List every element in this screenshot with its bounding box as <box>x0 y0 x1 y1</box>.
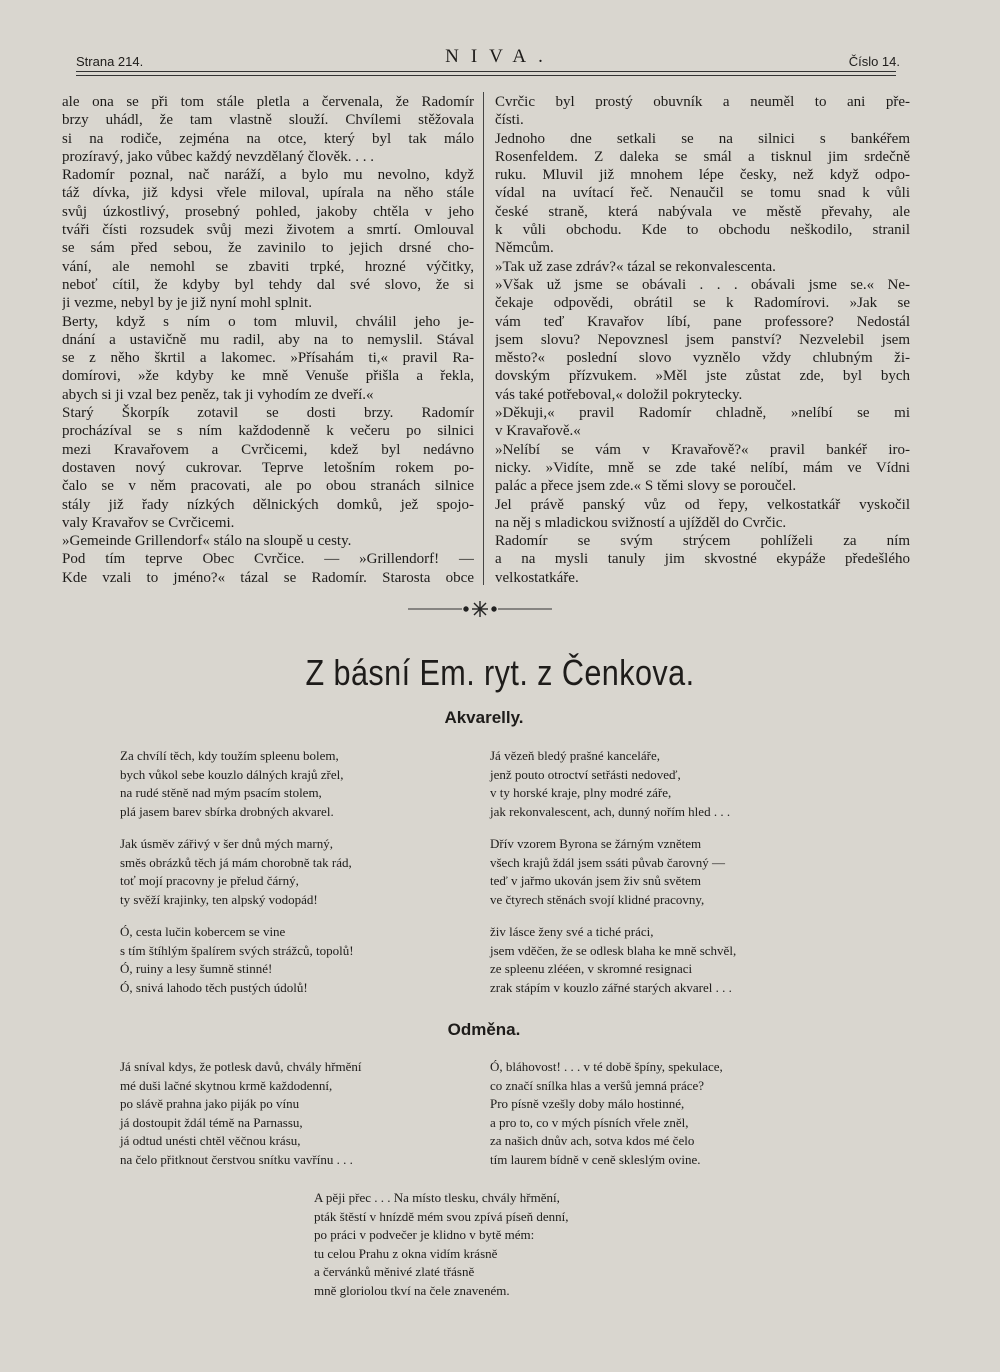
text-line: Jel právě panský vůz od řepy, velkostatkář vyskočil <box>495 496 910 513</box>
text-line: dnání a ustavičně mu radil, aby na to nemyslil. Stával <box>62 331 474 348</box>
text-line: k vůli obchodu. Kde to obchodu neškodilo, stranil <box>495 222 910 239</box>
verse-line: ze spleenu zlééen, v skromné resignaci <box>490 961 693 976</box>
text-line: »Děkuji,« pravil Radomír chladně, »nelíbí se mi <box>495 405 910 422</box>
text-line: neboť cítil, že kdyby byl tehdy dal své slovo, že si <box>62 276 474 293</box>
verse-line: s tím štíhlým špalírem svých strážců, topolů! <box>120 942 354 958</box>
verse-line: mé duši lačné skytnou krmě každodenní, <box>120 1077 333 1093</box>
poem1-left-column <box>120 747 354 1011</box>
poem-title-odmena: Odměna. <box>447 1020 521 1039</box>
text-line: velkostatkáře. <box>495 569 579 586</box>
text-line: vám teď Kravařov líbí, pane professore? Nedostál <box>495 313 910 330</box>
text-line: čekaje odpovědi, obrátil se k Radomírovi. »Jak se <box>495 295 910 312</box>
verse-line: tím laurem bídně v ceně skleslým ovine. <box>490 1151 701 1167</box>
poem-title-akvarelly: Akvarelly. <box>444 708 524 727</box>
text-line: Pod tím teprve Obec Cvrčice. — »Grillendorf! — <box>62 551 474 568</box>
stanza <box>120 923 354 997</box>
text-line: a na mysli tanuly jim skvostné ekypáže předešlého <box>495 551 910 568</box>
verse-line: po práci v podvečer je klidno v bytě mém: <box>314 1227 535 1242</box>
page-number: Strana 214. <box>76 54 144 69</box>
stanza <box>490 835 736 909</box>
text-line: »Však už jsme se obávali . . . obávali jsme se.« Ne- <box>495 276 910 293</box>
verse-line: Dřív vzorem Byrona se žárným vznětem <box>490 836 702 851</box>
text-line: Starý Škorpík zotavil se dosti brzy. Radomír <box>62 405 474 422</box>
text-line: ale ona se při tom stále pletla a červenala, že Radomír <box>62 94 474 110</box>
verse-line: jsem vděčen, že se odlesk blaha ke mně schvěl, <box>490 942 737 958</box>
verse-line: co značí snílka hlas a veršů jemná práce? <box>490 1077 705 1093</box>
text-line: stály již řady nízkých dělnických domků, jež spojo- <box>62 496 474 513</box>
text-line: mezi Kravařovem a Cvrčicemi, kdež byl nedávno <box>62 441 474 458</box>
verse-line: ty svěží krajinky, ten alpský vodopád! <box>120 891 318 907</box>
text-line: Němcům. <box>495 240 554 257</box>
verse-line: na rudé stěně nad mým psacím stolem, <box>120 785 322 800</box>
text-line: vídal na uvítací řeč. Nenaučil se tomu snad k vůli <box>495 185 910 202</box>
verse-line: A pěji přec . . . Na místo tlesku, chvály hřmění, <box>314 1190 560 1205</box>
verse-line: směs obrázků těch já mám chorobně tak rád, <box>120 854 352 870</box>
text-line: se sám před sebou, že zavinilo to jejich drsné cho- <box>62 240 474 257</box>
text-line: abych si ji vzal bez peněz, tak ji vyhodím ze dveří.« <box>62 386 374 403</box>
verse-line: Jak úsměv zářivý v šer dnů mých marný, <box>120 836 334 851</box>
text-line: palác a přece jsem zde.« S těmi slovy se poroučel. <box>495 478 797 495</box>
left-text-column <box>62 93 474 587</box>
verse-line: já dostoupit ždál témě na Parnassu, <box>120 1114 303 1130</box>
verse-line: a červánků měnivé zlaté třásně <box>314 1264 475 1279</box>
verse-line: jak rekonvalescent, ach, dunný nořím hled . . . <box>490 803 731 819</box>
text-line: brzy uhádl, že tam vlastně slouží. Chvílemi stěžovala <box>62 112 474 129</box>
poem2-left-column <box>120 1058 362 1169</box>
text-line: nicky. »Vidíte, mně se zde také nelíbí, mám ve Vídni <box>495 459 910 476</box>
header-rule <box>76 71 896 72</box>
stanza <box>120 747 354 821</box>
text-line: Cvrčic byl prostý obuvník a neuměl to ani pře- <box>495 94 910 110</box>
verse-line: na čelo přitknout čerstvou snítku vavřínu . . . <box>120 1151 353 1167</box>
stanza <box>490 747 736 821</box>
text-line: čalo se v něm pracovati, ale po obou stranách silnice <box>62 478 474 495</box>
text-line: Berty, když s ním o tom mluvil, chválil jeho je- <box>62 313 474 330</box>
ornament-divider <box>400 598 560 620</box>
poem2-center-column <box>314 1189 569 1300</box>
verse-line: živ lásce ženy své a tiché práci, <box>490 924 654 939</box>
verse-line: pták štěstí v hnízdě mém svou zpívá píseň denní, <box>314 1208 569 1224</box>
verse-line: všech krajů ždál jsem ssáti půvab čarovný — <box>490 854 726 870</box>
text-line: procházíval se s ním každodenně k večeru po silnici <box>62 423 474 440</box>
section-title: Z básní Em. ryt. z Čenkova. <box>305 652 695 693</box>
poem2-right-column <box>490 1058 723 1169</box>
verse-line: bych vůkol sebe kouzlo dálných krajů zřel, <box>120 766 344 782</box>
text-line: v Kravařově.« <box>495 423 581 440</box>
verse-line: Ó, ruiny a lesy šumně stinné! <box>120 961 273 976</box>
stanza <box>120 835 354 909</box>
text-line: Rosenfeldem. Z daleka se smál a tisknul jim srdečně <box>495 148 910 165</box>
verse-line: a pro to, co v mých písních vřele zněl, <box>490 1114 689 1130</box>
text-line: čísti. <box>495 112 524 129</box>
verse-line: já odtud unésti chtěl věčnou krásu, <box>120 1133 301 1148</box>
verse-line: Já sníval kdys, že potlesk davů, chvály hřmění <box>120 1059 362 1074</box>
verse-line: Ó, bláhovost! . . . v té době špíny, spekulace, <box>490 1059 723 1074</box>
verse-line: Já vězeň bledý prašné kanceláře, <box>490 748 660 763</box>
text-line: město?« poslední slovo vyznělo vždy chlubným ži- <box>495 350 910 367</box>
text-line: Jednoho dne setkali se na silnici s bankéřem <box>495 130 910 147</box>
verse-line: Ó, snivá lahodo těch pustých údolů! <box>120 979 308 995</box>
right-text-column <box>495 93 910 587</box>
stanza <box>490 923 736 997</box>
text-line: »Tak už zase zdráv?« tázal se rekonvalescenta. <box>495 258 776 275</box>
text-line: vás také potřeboval,« doložil pokrytecky. <box>495 386 743 403</box>
text-line: »Nelíbí se vám v Kravařově?« pravil bankéř iro- <box>495 441 910 458</box>
text-line: si na rodiče, zejména na otce, který byl tak málo <box>62 130 474 147</box>
text-line: domírovi, »že kdyby ke mně Venuše přišla a řekla, <box>62 368 474 385</box>
text-line: ruku. Mluvil již mnohem lépe česky, než když odpo- <box>495 167 910 184</box>
text-line: Radomír poznal, nač naráží, a bylo mu nevolno, když <box>62 167 474 184</box>
column-divider <box>483 92 484 585</box>
text-line: »Gemeinde Grillendorf« stálo na sloupě u cesty. <box>62 533 352 550</box>
text-line: české straně, která nabývala ve městě převahy, ale <box>495 203 910 220</box>
text-line: ji vezme, nebyl by je již nyní mohl splnit. <box>62 295 312 312</box>
text-line: vání, ale nemohl se zbaviti trpké, hrozné výčitky, <box>62 258 474 275</box>
verse-line: jenž pouto otroctví setřásti nedoveď, <box>490 766 681 782</box>
verse-line: ve čtyrech stěnách svojí klidné pracovny, <box>490 891 705 907</box>
text-line: dovským přízvukem. »Měl jste zůstat zde, byl bych <box>495 368 910 385</box>
text-line: valy Kravařov se Cvrčicemi. <box>62 514 235 531</box>
verse-line: v ty horské kraje, plny modré záře, <box>490 785 672 800</box>
verse-line: za našich dnův ach, sotva kdos mé čelo <box>490 1133 695 1148</box>
verse-line: teď v jařmo ukován jsem živ snů světem <box>490 873 701 888</box>
text-line: Kde vzali to jméno?« tázal se Radomír. Starosta obce <box>62 569 474 586</box>
verse-line: Ó, cesta lučin kobercem se vine <box>120 924 286 939</box>
verse-line: zrak stápím v kouzlo zářné starých akvarel . . . <box>490 979 732 995</box>
text-line: prozíravý, jako vůbec každý nevzdělaný člověk. . . . <box>62 148 374 165</box>
verse-line: tu celou Prahu z okna vidím krásně <box>314 1245 498 1261</box>
verse-line: Za chvílí těch, kdy toužím spleenu bolem, <box>120 748 339 763</box>
text-line: tváři čísti rozsudek svůj mezi životem a smrtí. Omlouval <box>62 222 474 239</box>
text-line: se z něho škrtil a lakomec. »Přísahám ti,« pravil Ra- <box>62 350 474 367</box>
text-line: táž dívka, již kdysi vřele miloval, upírala na něho stále <box>62 185 474 202</box>
verse-line: Pro písně vzešly doby málo hostinné, <box>490 1096 685 1111</box>
verse-line: plá jasem barev sbírka drobných akvarel. <box>120 803 334 819</box>
text-line: dostaven nový cukrovar. Teprve letošním rokem po- <box>62 459 474 476</box>
verse-line: mně gloriolou tkví na čele znaveném. <box>314 1282 510 1298</box>
poem1-right-column <box>490 747 736 1011</box>
text-line: na něj s mladickou svižností a ujížděl do Cvrčic. <box>495 514 787 531</box>
verse-line: toť mojí pracovny je přelud čárný, <box>120 873 299 888</box>
header-rule-second <box>76 75 896 76</box>
text-line: svůj úzkostlivý, prosebný pohled, jakoby chtěla v jeho <box>62 203 474 220</box>
issue-number: Číslo 14. <box>848 54 900 69</box>
journal-title: NIVA. <box>445 46 555 67</box>
text-line: Radomír se svým strýcem pohlíželi za ním <box>495 533 910 550</box>
text-line: jsem slovu? Nepovznesl jsem panství? Nezvelebil jsem <box>495 331 910 348</box>
verse-line: po slávě prahna jako piják po vínu <box>120 1096 300 1111</box>
